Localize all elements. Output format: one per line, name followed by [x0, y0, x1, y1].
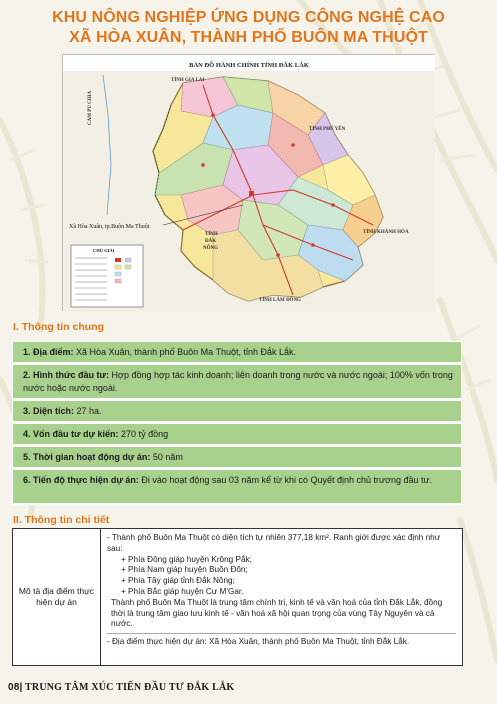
- info-label: 2. Hình thức đầu tư:: [23, 370, 110, 380]
- info-value: 27 ha.: [74, 406, 102, 416]
- map-image: [63, 55, 435, 312]
- detail-description: Thành phố Buôn Ma Thuột là trung tâm chính trị, kinh tế và văn hoá của tỉnh Đắk Lắk, đồng thời là trung tâm giao lưu kinh tế - văn hoá xã hội quan trọng của vùng Tây Nguyên và cả nước.: [111, 597, 443, 629]
- info-label: 6. Tiến độ thực hiện dự án:: [23, 475, 139, 485]
- info-label: 5. Thời gian hoạt động dự án:: [23, 452, 151, 462]
- detail-table: [12, 528, 463, 666]
- section-detail-heading: II. Thông tin chi tiết: [13, 514, 110, 526]
- map-label-khanh-hoa: TỈNH KHÁNH HÒA: [363, 230, 409, 235]
- detail-border-north: + Phía Bắc giáp huyện Cư M'Gar.: [121, 586, 244, 596]
- map-label-dak-nong-2: ĐẮK: [205, 239, 217, 244]
- info-value: Đi vào hoạt động sau 03 năm kể từ khi có Quyết định chủ trương đầu tư.: [138, 475, 433, 485]
- detail-divider: [107, 633, 456, 634]
- info-label: 1. Địa điểm:: [23, 347, 74, 357]
- page-number: 08|: [8, 682, 23, 693]
- map-label-cambodia: CAM PU CHIA: [88, 90, 93, 125]
- title-line-1: KHU NÔNG NGHIỆP ỨNG DỤNG CÔNG NGHỆ CAO: [52, 9, 445, 26]
- detail-left-cell: Mô tả địa điểm thực hiện dự án: [13, 529, 101, 665]
- page-title: [10, 8, 487, 48]
- detail-border-south: + Phía Nam giáp huyện Buôn Đôn;: [121, 565, 248, 575]
- map-heading: BẢN ĐỒ HÀNH CHÍNH TỈNH ĐẮK LẮK: [189, 62, 309, 69]
- title-line-2: XÃ HÒA XUÂN, THÀNH PHỐ BUÔN MA THUỘT: [69, 29, 428, 46]
- detail-intro: - Thành phố Buôn Ma Thuột có diện tích tự nhiên 377,18 km². Ranh giới được xác định như sau:: [107, 533, 441, 553]
- map-location-label: Xã Hòa Xuân, tp.Buôn Ma Thuột: [69, 224, 150, 230]
- detail-location-line: - Địa điểm thực hiện dự án: Xã Hòa Xuân, thành phố Buôn Ma Thuột, tỉnh Đắk Lắk.: [107, 637, 410, 647]
- info-row-investment-form: [12, 364, 462, 400]
- map-label-gia-lai: TỈNH GIA LAI: [171, 78, 205, 83]
- info-row-capital: [12, 423, 462, 446]
- info-row-duration: [12, 446, 462, 469]
- map-label-lam-dong: TỈNH LÂM ĐỒNG: [259, 298, 301, 303]
- info-label: 3. Diện tích:: [23, 406, 75, 416]
- footer-text: TRUNG TÂM XÚC TIẾN ĐẦU TƯ ĐẮK LẮK: [22, 682, 235, 693]
- info-label: 4. Vốn đầu tư dự kiến:: [23, 429, 119, 439]
- detail-right-cell: [101, 529, 462, 665]
- page-footer: [8, 682, 234, 693]
- info-row-area: [12, 400, 462, 423]
- map-legend-title: CHÚ GIẢI: [93, 248, 115, 253]
- section-general-heading: I. Thông tin chung: [13, 321, 104, 333]
- detail-border-east: + Phía Đông giáp huyện Krông Pắk;: [121, 554, 252, 564]
- general-info-list: [12, 341, 462, 505]
- info-value: 50 năm: [150, 452, 183, 462]
- info-row-location: [12, 341, 462, 364]
- detail-border-west: + Phía Tây giáp tỉnh Đắk Nông;: [121, 576, 235, 586]
- info-value: Hợp đồng hợp tác kinh doanh; liên doanh trong nước và nước ngoài; 100% vốn trong nước hoặc nước ngoài.: [23, 370, 453, 393]
- map-label-dak-nong-1: TỈNH: [205, 232, 218, 237]
- info-row-progress: [12, 469, 462, 505]
- administrative-map: [62, 54, 434, 311]
- map-label-phu-yen: TỈNH PHÚ YÊN: [309, 127, 346, 132]
- info-value: Xã Hòa Xuân, thành phố Buôn Ma Thuột, tỉnh Đắk Lắk.: [73, 347, 296, 357]
- map-legend: [71, 245, 143, 307]
- map-label-dak-nong-3: NÔNG: [203, 246, 218, 251]
- info-value: 270 tỷ đồng: [118, 429, 169, 439]
